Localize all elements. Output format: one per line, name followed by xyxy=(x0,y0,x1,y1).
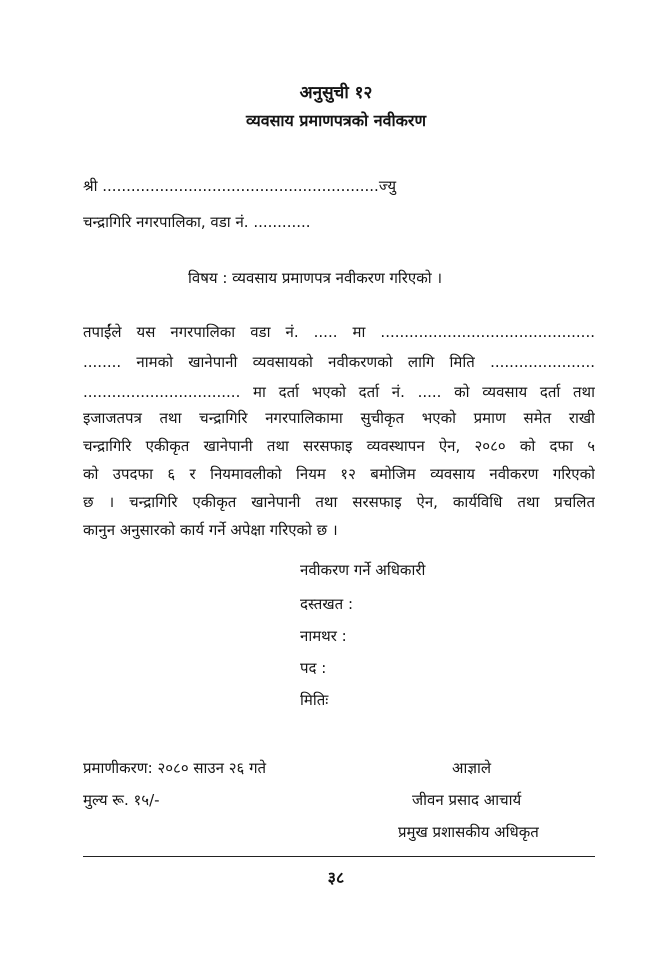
officer-title: प्रमुख प्रशासकीय अधिकृत xyxy=(398,823,539,841)
name-label: नामथर : xyxy=(300,627,347,645)
body-line: ................................. मा दर्ता भएको दर्ता नं. ..... को व्यवसाय दर्ता तथा xyxy=(83,383,595,401)
page-number: ३८ xyxy=(327,868,345,887)
subject-line: विषय : व्यवसाय प्रमाणपत्र नवीकरण गरिएको । xyxy=(188,269,443,287)
authentication-date: प्रमाणीकरण: २०८० साउन २६ गते xyxy=(83,759,267,777)
schedule-heading: अनुसुची १२ xyxy=(299,83,373,103)
addressee-line: श्री ..........................................................ज्यु xyxy=(83,177,397,195)
footer-divider xyxy=(83,856,595,857)
document-title: व्यवसाय प्रमाणपत्रको नवीकरण xyxy=(245,111,427,130)
signature-label: दस्तखत : xyxy=(300,595,353,613)
body-line: चन्द्रागिरि एकीकृत खानेपानी तथा सरसफाइ व्यवस्थापन ऐन, २०८० को दफा ५ xyxy=(83,437,595,455)
date-label: मितिः xyxy=(300,691,329,709)
municipality-ward-line: चन्द्रागिरि नगरपालिका, वडा नं. ............ xyxy=(83,213,311,231)
authority-label: नवीकरण गर्ने अधिकारी xyxy=(300,561,426,579)
price-label: मुल्य रू. १५/- xyxy=(83,791,160,809)
order-by-label: आज्ञाले xyxy=(452,759,492,777)
body-line: इजाजतपत्र तथा चन्द्रागिरि नगरपालिकामा सुचीकृत भएको प्रमाण समेत राखी xyxy=(83,409,595,427)
body-line: ........ नामको खानेपानी व्यवसायको नवीकरणको लागि मिति ...................... xyxy=(83,353,595,371)
body-line: तपाईंले यस नगरपालिका वडा नं. ..... मा ............................................. xyxy=(83,323,595,341)
body-line: छ । चन्द्रागिरि एकीकृत खानेपानी तथा सरसफाइ ऐन, कार्यविधि तथा प्रचलित xyxy=(83,493,595,511)
designation-label: पद : xyxy=(300,659,327,677)
body-line: को उपदफा ६ र नियमावलीको नियम १२ बमोजिम व्यवसाय नवीकरण गरिएको xyxy=(83,465,595,483)
body-line: कानुन अनुसारको कार्य गर्ने अपेक्षा गरिएको छ । xyxy=(83,521,338,539)
officer-name: जीवन प्रसाद आचार्य xyxy=(412,791,522,809)
